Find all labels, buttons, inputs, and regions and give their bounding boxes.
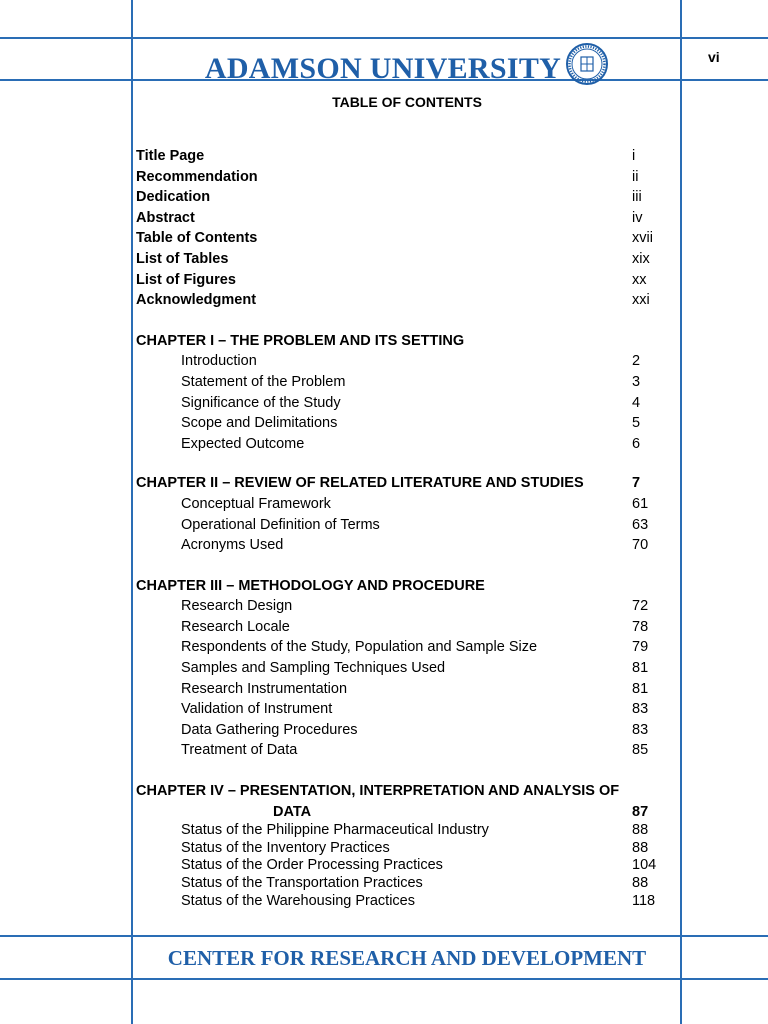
- page-number: vi: [708, 49, 720, 65]
- toc-entry-recommendation: Recommendation ii: [136, 168, 639, 185]
- header-top-line: [0, 37, 768, 39]
- university-name: [134, 42, 680, 86]
- toc-entry: Operational Definition of Terms 63: [181, 516, 649, 533]
- toc-entry-list-of-figures: List of Figures xx: [136, 271, 647, 288]
- toc-entry: Status of the Transportation Practices 88: [181, 875, 649, 891]
- toc-entry: Status of the Warehousing Practices 118: [181, 892, 656, 909]
- chapter-2-heading: CHAPTER II – REVIEW OF RELATED LITERATURE AND STUDIES 7: [136, 475, 641, 492]
- toc-entry-dedication: Dedication iii: [136, 189, 642, 206]
- toc-entry: Acronyms Used 70: [181, 537, 649, 554]
- toc-entry: Research Instrumentation 81: [181, 680, 649, 697]
- footer-center-name: CENTER FOR RESEARCH AND DEVELOPMENT: [167, 946, 647, 970]
- toc-entry-abstract: Abstract iv: [136, 209, 643, 226]
- footer-top-line: [0, 935, 768, 937]
- chapter-3-heading: CHAPTER III – METHODOLOGY AND PROCEDURE: [136, 577, 485, 594]
- university-seal-icon: [565, 42, 609, 86]
- footer-bottom-line: [0, 978, 768, 980]
- toc-list: [136, 146, 676, 910]
- chapter-1-heading: CHAPTER I – THE PROBLEM AND ITS SETTING: [136, 332, 465, 349]
- toc-entry-table-of-contents: Table of Contents xvii: [136, 230, 653, 247]
- right-border-line: [680, 0, 682, 1024]
- toc-entry: Research Design 72: [181, 598, 649, 615]
- toc-entry-acknowledgment: Acknowledgment xxi: [136, 292, 650, 309]
- toc-entry-title-page: Title Page i: [136, 148, 636, 164]
- toc-entry: Significance of the Study 4: [181, 394, 641, 411]
- toc-entry: Status of the Philippine Pharmaceutical Industry 88: [181, 822, 649, 839]
- toc-entry: Samples and Sampling Techniques Used 81: [181, 660, 649, 677]
- toc-entry: Respondents of the Study, Population and Sample Size 79: [181, 639, 649, 656]
- left-border-line: [131, 0, 133, 1024]
- toc-entry-list-of-tables: List of Tables xix: [136, 250, 650, 267]
- toc-entry: Expected Outcome 6: [181, 435, 641, 452]
- chapter-4-heading: CHAPTER IV – PRESENTATION, INTERPRETATION AND ANALYSIS OF: [136, 783, 620, 800]
- toc-entry: Introduction 2: [181, 353, 641, 370]
- chapter-4-heading-continued: DATA 87: [273, 803, 649, 820]
- toc-entry: Research Locale 78: [181, 618, 649, 635]
- toc-entry: Conceptual Framework 61: [181, 495, 649, 512]
- toc-entry: Status of the Inventory Practices 88: [181, 839, 649, 856]
- toc-entry: Scope and Delimitations 5: [181, 415, 641, 432]
- toc-entry: Statement of the Problem 3: [181, 373, 641, 390]
- toc-entry: Validation of Instrument 83: [181, 701, 649, 718]
- toc-entry: Status of the Order Processing Practices 104: [181, 857, 657, 874]
- university-name-text: ADAMSON UNIVERSITY: [204, 52, 562, 85]
- toc-heading: TABLE OF CONTENTS: [332, 94, 482, 110]
- toc-entry: Data Gathering Procedures 83: [181, 721, 649, 738]
- toc-entry: Treatment of Data 85: [181, 742, 649, 759]
